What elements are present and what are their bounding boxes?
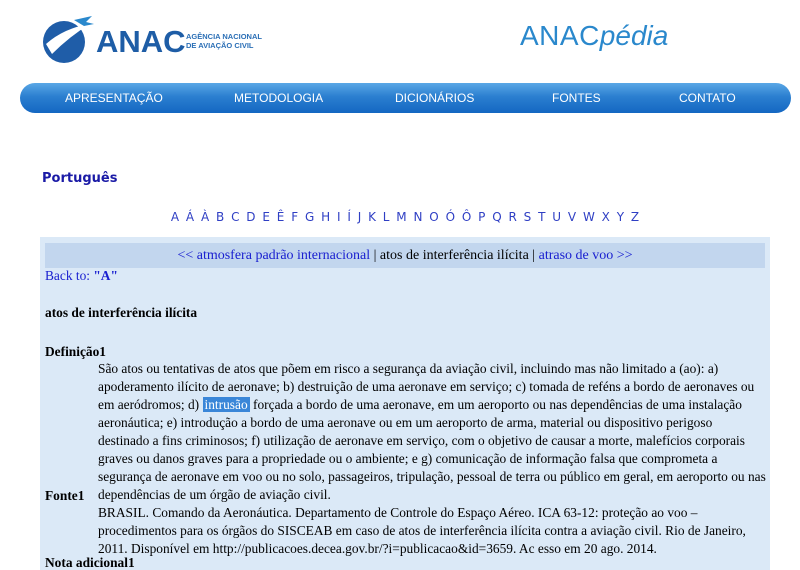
separator: | xyxy=(532,248,536,263)
letter-link[interactable]: T xyxy=(538,210,547,224)
anac-globe-icon xyxy=(40,14,96,66)
letter-link[interactable]: Z xyxy=(630,210,641,224)
letter-link[interactable]: Y xyxy=(616,210,626,224)
letter-link[interactable]: Á xyxy=(185,210,196,224)
main-nav xyxy=(20,83,791,113)
separator: | xyxy=(373,248,377,263)
tagline-line-1: AGÊNCIA NACIONAL xyxy=(186,32,262,41)
nav-metodologia[interactable]: METODOLOGIA xyxy=(234,91,324,105)
letter-link[interactable]: Ó xyxy=(445,210,457,224)
letter-link[interactable]: M xyxy=(396,210,408,224)
anac-logo[interactable] xyxy=(40,14,280,66)
note-label: Nota adicional1 xyxy=(45,555,135,570)
letter-link[interactable]: A xyxy=(170,210,181,224)
nav-fontes[interactable]: FONTES xyxy=(552,91,601,105)
letter-link[interactable]: F xyxy=(291,210,300,224)
letter-link[interactable]: V xyxy=(567,210,578,224)
letter-link[interactable]: N xyxy=(413,210,424,224)
anacpedia-logo-a: ANAC xyxy=(520,20,600,51)
source-text: BRASIL. Comando da Aeronáutica. Departamento de Controle do Espaço Aéreo. ICA 63-12: proteção ao voo – procedimentos para os órgãos do SISCEAB em caso de atos de interferência ilícita contra a aviação civil. Rio de Janeiro, 2011. Disponível em http://publicacoes.decea.gov.br/?i=publicacao&id=3659. Ac esso em 20 ago. 2014. xyxy=(98,505,746,556)
back-link-row xyxy=(45,268,118,284)
anac-logo-tagline xyxy=(186,32,262,50)
letter-link[interactable]: I xyxy=(336,210,342,224)
definition-part-1: São atos ou tentativas de atos que põem em risco a segurança da aviação civil, incluindo mas não limitado a (ao): a) apoderamento ilícito de aeronave; b) destruição de uma aeronave em serviço; c) tomada de reféns a bordo de aeronaves ou em aeródromos; d) xyxy=(98,361,755,412)
letter-link[interactable]: W xyxy=(582,210,596,224)
letter-link[interactable]: D xyxy=(246,210,257,224)
letter-link[interactable]: X xyxy=(601,210,611,224)
letter-link[interactable]: U xyxy=(552,210,563,224)
nav-dicionarios[interactable]: DICIONÁRIOS xyxy=(395,91,475,105)
source-label: Fonte1 xyxy=(45,488,85,503)
letter-link[interactable]: K xyxy=(368,210,377,224)
letter-link[interactable]: H xyxy=(321,210,332,224)
nav-contato[interactable]: CONTATO xyxy=(679,91,736,105)
entry-term: atos de interferência ilícita xyxy=(45,305,198,320)
definition-text xyxy=(98,360,766,504)
letter-link[interactable]: Í xyxy=(347,210,352,224)
nav-apresentacao[interactable]: APRESENTAÇÃO xyxy=(65,91,163,105)
letter-link[interactable]: R xyxy=(508,210,518,224)
anacpedia-logo[interactable] xyxy=(520,20,668,52)
back-link[interactable] xyxy=(45,268,118,283)
alphabet-index xyxy=(0,210,800,224)
letter-link[interactable]: Ê xyxy=(276,210,286,224)
back-target: "A" xyxy=(93,268,118,283)
letter-link[interactable]: B xyxy=(216,210,226,224)
letter-link[interactable]: E xyxy=(262,210,271,224)
anacpedia-logo-b: pédia xyxy=(599,20,669,51)
letter-link[interactable]: P xyxy=(478,210,487,224)
back-prefix: Back to: xyxy=(45,268,90,283)
tagline-line-2: DE AVIAÇÃO CIVIL xyxy=(186,41,254,50)
anac-logo-word: ANAC xyxy=(96,24,186,59)
letter-link[interactable]: G xyxy=(304,210,316,224)
letter-link[interactable]: J xyxy=(357,210,363,224)
current-entry: atos de interferência ilícita xyxy=(379,248,529,263)
letter-link[interactable]: L xyxy=(382,210,391,224)
letter-link[interactable]: Q xyxy=(492,210,503,224)
previous-entry-link[interactable]: << atmosfera padrão internacional xyxy=(177,248,371,263)
language-title: Português xyxy=(42,171,118,186)
definition-part-2: forçada a bordo de uma aeronave, em um aeroporto ou nas dependências de uma instalação aeronáutica; e) introdução a bordo de uma aeronave ou em um aeroporto de arma, material ou dispositivo perigoso destinado a fins criminosos; f) utilização de aeronave em serviço, com o objetivo de causar a morte, malefícios corporais graves ou danos graves para a propriedade ou o ambiente; e g) comunicação de informação falsa que comprometa a segurança de aeronave em voo ou no solo, passageiros, tripulação, pessoal de terra ou público em geral, em aeroporto ou nas dependências de um órgão de aviação civil. xyxy=(98,397,766,502)
letter-link[interactable]: À xyxy=(200,210,211,224)
entry-panel xyxy=(40,237,770,570)
letter-link[interactable]: S xyxy=(523,210,533,224)
letter-link[interactable]: O xyxy=(429,210,440,224)
definition-label: Definição1 xyxy=(45,344,106,359)
selected-text: intrusão xyxy=(204,397,248,412)
letter-link[interactable]: C xyxy=(231,210,241,224)
entry-navigation-bar xyxy=(45,243,765,268)
next-entry-link[interactable]: atraso de voo >> xyxy=(538,248,633,263)
letter-link[interactable]: Ô xyxy=(461,210,473,224)
